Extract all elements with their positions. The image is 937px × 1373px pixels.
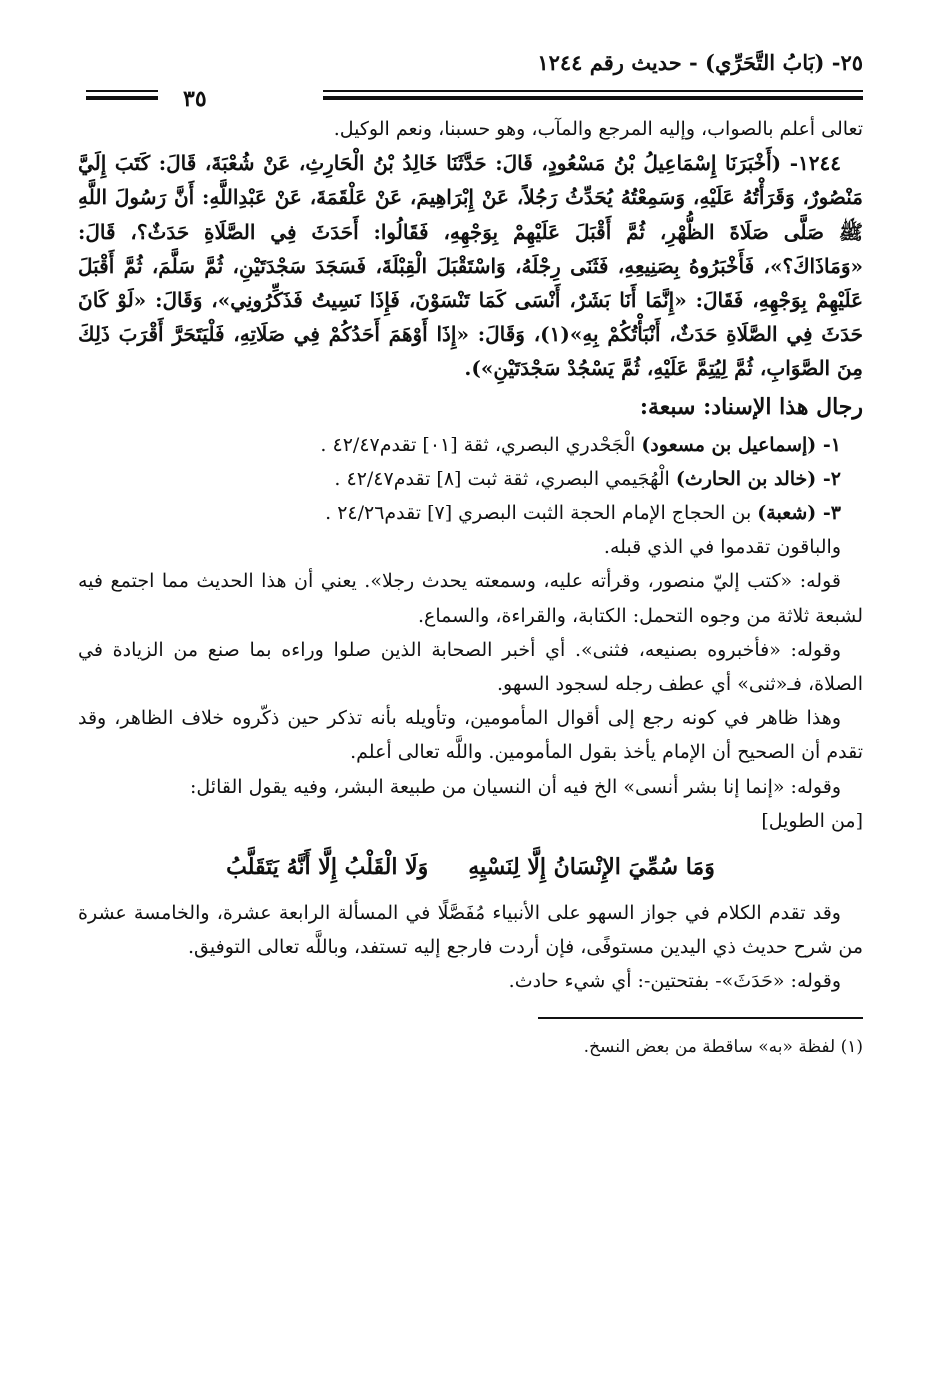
poetry-verse (78, 844, 863, 890)
narrator-details: والباقون تقدموا في الذي قبله. (603, 536, 841, 559)
list-item (78, 530, 863, 564)
narrator-details: الْهُجَيمي البصري، ثقة ثبت [٨] تقدم٤٢/٤٧ . (334, 467, 676, 490)
meter-label: [من الطويل] (761, 809, 863, 832)
page-body (78, 112, 863, 999)
running-head: ٢٥- (بَابُ التَّحَرِّي) - حديث رقم ١٢٤٤ (537, 50, 863, 75)
verse-first-hemistich: وَمَا سُمِّيَ الإِنْسَانُ إِلَّا لِنَسْيِهِ (468, 854, 715, 881)
footnote: (١) لفظة «به» ساقطة من بعض النسخ. (583, 1036, 863, 1057)
list-item (78, 462, 863, 496)
footnote-rule (538, 1017, 863, 1019)
narrator-name: ٢- (خالد بن الحارث) (675, 467, 841, 490)
paragraph: وقد تقدم الكلام في جواز السهو على الأنبياء مُفَصَّلًا في المسألة الرابعة عشرة، والخامسة عشرة من شرح حديث ذي اليدين مستوفًى، فإن أردت فارجع إليه تستفد، وباللَّه تعالى التوفيق. (78, 902, 863, 959)
header-rule (323, 90, 863, 92)
paragraph: وهذا ظاهر في كونه رجع إلى أقوال المأمومين، وتأويله بأنه تذكر حين ذكّروه خلاف الظاهر، وقد تقدم أن الصحيح أن الإمام يأخذ بقول المأمومين. واللَّه تعالى أعلم. (78, 707, 863, 764)
page (78, 40, 863, 1061)
paragraph: وقوله: «حَدَثَ»- بفتحتين-: أي شيء حادث. (508, 970, 841, 993)
paragraph: وقوله: «إنما إنا بشر أنسى» الخ فيه أن النسيان من طبيعة البشر، وفيه يقول القائل: (189, 775, 841, 798)
narrator-details: بن الحجاج الإمام الحجة الثبت البصري [٧] تقدم٢٤/٢٦ . (325, 502, 758, 525)
list-item (78, 428, 863, 462)
paragraph: قوله: «كتب إليّ منصور، وقرأته عليه، وسمعته يحدث رجلا». يعني أن هذا الحديث مما اجتمع فيه لشبعة ثلاثة من وجوه التحمل: الكتابة، والقراءة، والسماع. (78, 570, 863, 627)
list-item (78, 496, 863, 530)
header-rule-thick (323, 96, 863, 100)
narrator-list (78, 428, 863, 565)
hadith-text: ١٢٤٤- (أَخْبَرَنَا إِسْمَاعِيلُ بْنُ مَسْعُودٍ، قَالَ: حَدَّثَنَا خَالِدُ بْنُ الْحَارِثِ، عَنْ شُعْبَةَ، قَالَ: كَتَبَ إِلَيَّ مَنْصُورٌ، وَقَرَأْتُهُ عَلَيْهِ، وَسَمِعْتُهُ يُحَدِّثُ رَجُلاً، عَنْ إِبْرَاهِيمَ، عَنْ عَلْقَمَةَ، عَنْ عَبْدِاللَّهِ: أَنَّ رَسُولَ اللَّهِ ﷺ صَلَّى صَلَاةَ الظُّهْرِ، ثُمَّ أَقْبَلَ عَلَيْهِمْ بِوَجْهِهِ، فَقَالُوا: أَحَدَثَ فِي الصَّلَاةِ حَدَثٌ؟، قَالَ: «وَمَاذَاكَ؟»، فَأَخْبَرُوهُ بِصَنِيعِهِ، فَثَنَى رِجْلَهُ، وَاسْتَقْبَلَ الْقِبْلَةَ، فَسَجَدَ سَجْدَتَيْنِ، ثُمَّ سَلَّمَ، ثُمَّ أَقْبَلَ عَلَيْهِمْ بِوَجْهِهِ، فَقَالَ: «إِنَّمَا أَنَا بَشَرٌ، أَنْسَى كَمَا تَنْسَوْنَ، فَإِذَا نَسِيتُ فَذَكِّرُونِي»، وَقَالَ: «لَوْ كَانَ حَدَثَ فِي الصَّلَاةِ حَدَثٌ، أَنْبَأْتُكُمْ بِهِ»(١)، وَقَالَ: «إِذَا أَوْهَمَ أَحَدُكُمْ فِي صَلَاتِهِ، فَلْيَتَحَرَّ أَقْرَبَ ذَلِكَ مِنَ الصَّوَابِ، ثُمَّ لِيُتِمَّ عَلَيْهِ، ثُمَّ يَسْجُدْ سَجْدَتَيْنِ»). (78, 151, 863, 381)
header-rule-short (86, 90, 158, 92)
narrator-name: ١- (إسماعيل بن مسعود) (641, 433, 841, 456)
paragraph: وقوله: «فأخبروه بصنيعه، فثنى». أي أخبر الصحابة الذين صلوا وراءه بما صنع من الزيادة في الصلاة، فـ«ثنى» أي عطف رجله لسجود السهو. (78, 638, 863, 696)
page-header (78, 40, 863, 112)
narrator-details: الْجَحْدري البصري، ثقة [٠١] تقدم٤٢/٤٧ . (320, 433, 642, 456)
verse-second-hemistich: وَلَا الْقَلْبُ إِلَّا أَنَّهُ يَتَقَلَّبُ (226, 854, 429, 881)
paragraph: تعالى أعلم بالصواب، وإليه المرجع والمآب، وهو حسبنا، ونعم الوكيل. (333, 118, 863, 140)
section-title: رجال هذا الإسناد: سبعة: (639, 393, 863, 420)
page-number: ٣٥ (183, 86, 207, 112)
header-rule-short-thick (86, 96, 158, 100)
narrator-name: ٣- (شعبة) (757, 502, 841, 525)
